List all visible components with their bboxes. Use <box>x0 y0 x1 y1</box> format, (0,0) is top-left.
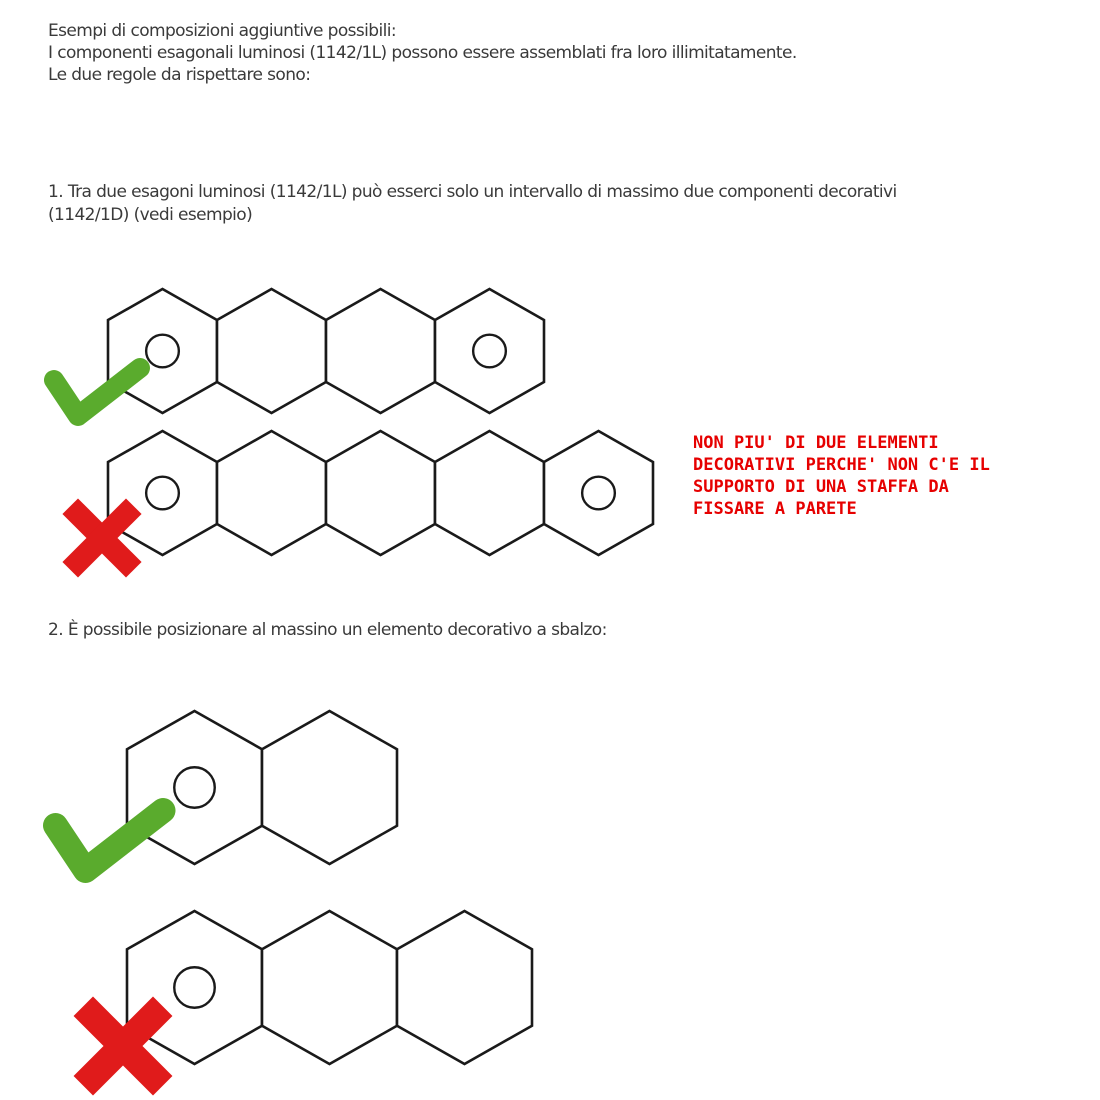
example-rule1-not-allowed <box>78 431 653 562</box>
decorative-hexagon <box>326 289 435 413</box>
rule-2-text: 2. È possibile posizionare al massino un elemento decorativo a sbalzo: <box>48 620 607 640</box>
decorative-hexagon <box>397 911 532 1064</box>
red-cross-icon <box>93 1016 153 1076</box>
decorative-hexagon <box>262 911 397 1064</box>
intro-line-1: Esempi di composizioni aggiuntive possibili: <box>48 21 396 41</box>
warning-line-1: NON PIU' DI DUE ELEMENTI <box>693 433 939 453</box>
decorative-hexagon <box>435 431 544 555</box>
luminous-hexagon <box>544 431 653 555</box>
decorative-hexagon <box>217 431 326 555</box>
rule-1-text: 1. Tra due esagoni luminosi (1142/1L) può esserci solo un intervallo di massimo due componenti decorativi (1142/1D) (vedi esempio) <box>48 182 897 225</box>
red-cross-icon <box>78 514 126 562</box>
warning-line-2: DECORATIVI PERCHE' NON C'E IL <box>693 455 990 475</box>
example-rule2-allowed <box>56 711 398 871</box>
warning-line-4: FISSARE A PARETE <box>693 499 857 519</box>
intro-line-3: Le due regole da rispettare sono: <box>48 65 311 85</box>
warning-line-3: SUPPORTO DI UNA STAFFA DA <box>693 477 949 497</box>
luminous-hexagon <box>108 289 217 413</box>
example-rule1-allowed <box>54 289 544 416</box>
luminous-hexagon <box>108 431 217 555</box>
decorative-hexagon <box>217 289 326 413</box>
intro-line-2: I componenti esagonali luminosi (1142/1L) possono essere assemblati fra loro illimitatamente. <box>48 43 797 63</box>
green-check-icon <box>56 811 164 871</box>
luminous-hexagon <box>435 289 544 413</box>
luminous-hexagon <box>127 711 262 864</box>
decorative-hexagon <box>326 431 435 555</box>
decorative-hexagon <box>262 711 397 864</box>
example-rule2-not-allowed <box>93 911 532 1076</box>
